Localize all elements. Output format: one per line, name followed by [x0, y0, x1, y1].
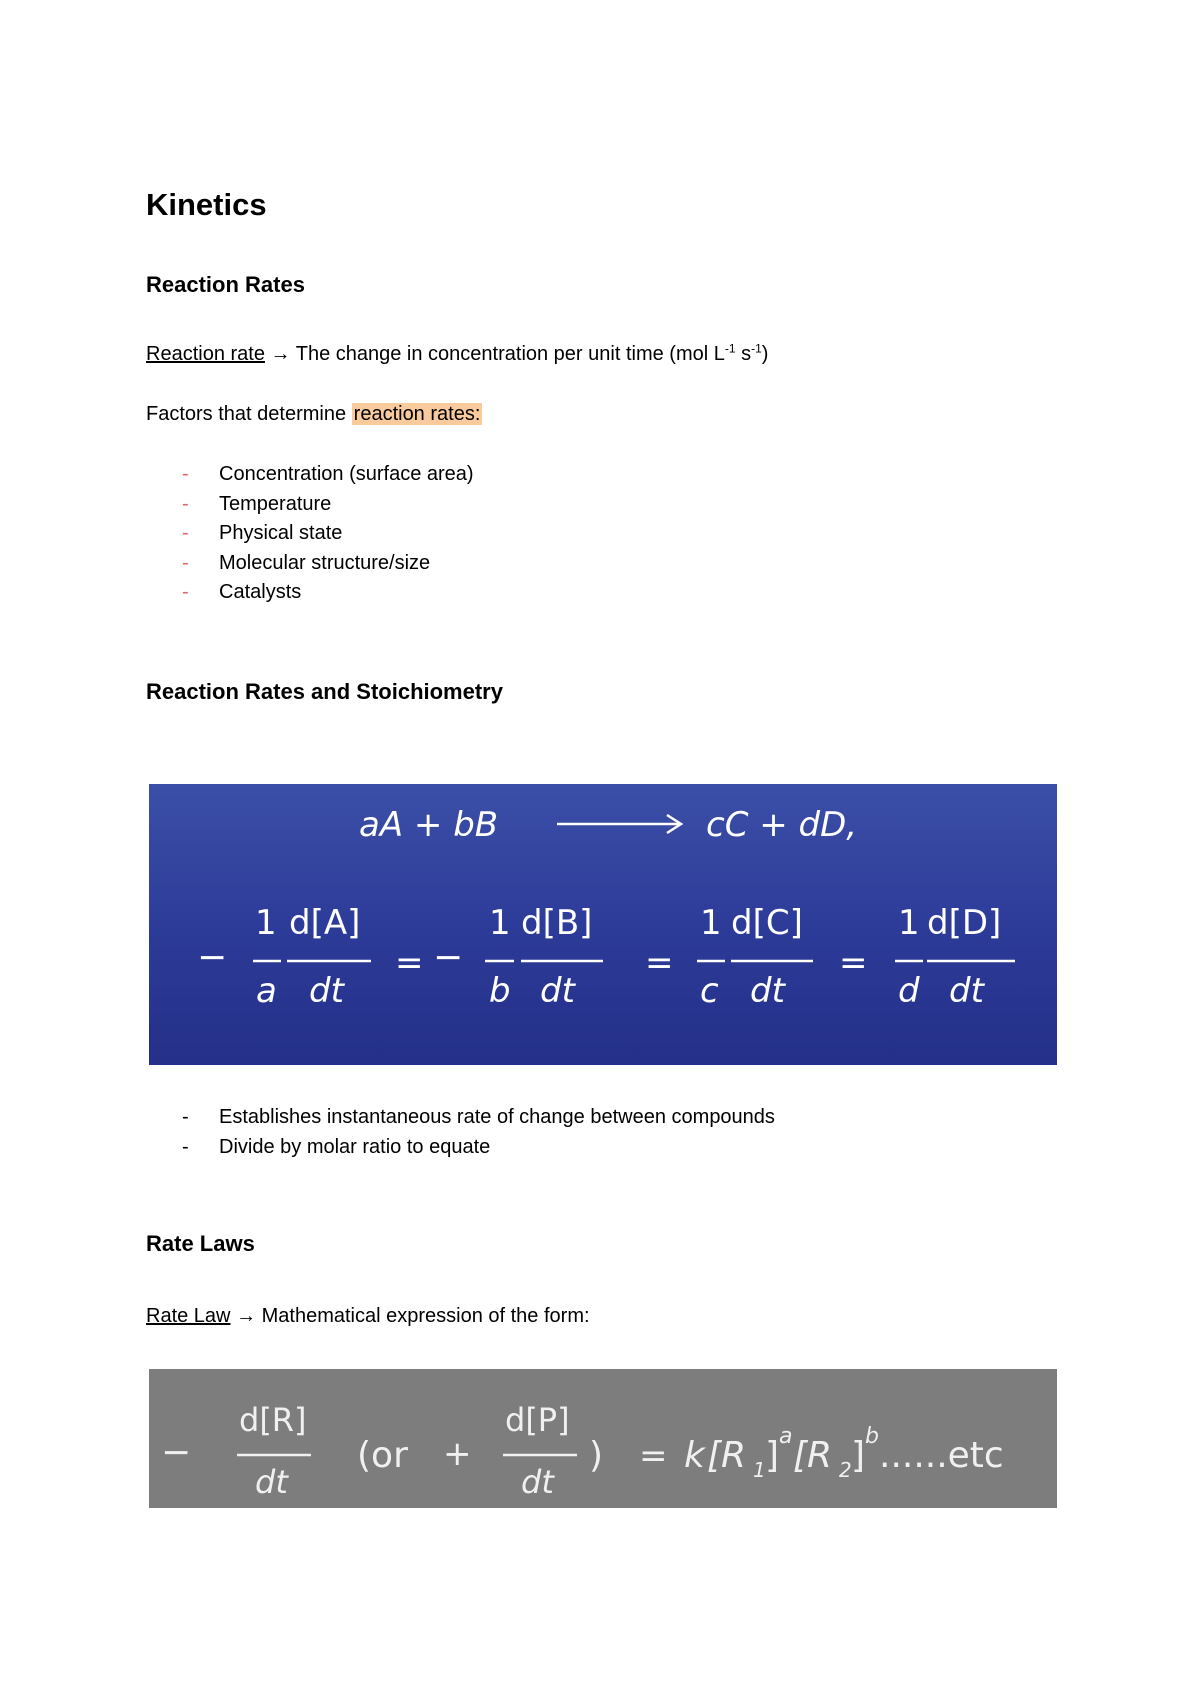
- list-item-text: Physical state: [219, 522, 343, 544]
- factors-intro: [146, 403, 482, 426]
- list-item: [146, 578, 846, 608]
- reaction-rate-definition: [146, 343, 768, 366]
- numerator-one: 1: [898, 903, 920, 943]
- term-rate-law: Rate Law: [146, 1305, 231, 1327]
- list-item: [146, 1133, 1046, 1163]
- minus-sign: −: [433, 937, 464, 978]
- numerator-one: 1: [255, 903, 277, 943]
- list-item-text: Molecular structure/size: [219, 551, 431, 574]
- reactant-differential: d[R]: [239, 1401, 307, 1439]
- plus-sign: +: [443, 1434, 472, 1474]
- dt: dt: [540, 971, 575, 1011]
- exponent-a: a: [779, 1424, 793, 1449]
- list-item-text: Temperature: [219, 492, 332, 515]
- dt: dt: [255, 1463, 288, 1501]
- arrow-icon: →: [236, 1305, 257, 1327]
- species-differential: d[A]: [289, 903, 361, 943]
- equals-sign: =: [645, 943, 674, 983]
- rate-constant-k: k: [684, 1435, 705, 1476]
- product-differential: d[P]: [505, 1401, 570, 1439]
- dash-bullet-icon: -: [182, 551, 189, 574]
- reactant-1-subscript: 1: [753, 1458, 766, 1482]
- stoichiometry-equation-image: [149, 784, 1057, 1065]
- list-item: [146, 519, 846, 549]
- stoichiometry-equation-svg: [149, 784, 1057, 1065]
- reaction-right: cC + dD,: [706, 805, 858, 845]
- unit-s: s: [735, 343, 752, 365]
- dt: dt: [521, 1463, 554, 1501]
- species-differential: d[B]: [521, 903, 593, 943]
- list-item-text: Divide by molar ratio to equate: [219, 1135, 491, 1158]
- arrow-icon: →: [270, 343, 291, 365]
- coefficient: d: [898, 971, 920, 1011]
- rate-law-equation-svg: [149, 1369, 1057, 1508]
- list-item: [146, 1103, 1046, 1133]
- minus-sign: −: [197, 937, 228, 978]
- minus-sign: −: [161, 1432, 192, 1473]
- page-title: Kinetics: [146, 187, 267, 222]
- reactant-1-open: [R: [707, 1435, 747, 1476]
- numerator-one: 1: [700, 903, 722, 943]
- list-item: [146, 460, 846, 490]
- reactant-2-close: ]: [851, 1435, 866, 1476]
- coefficient: c: [700, 971, 719, 1011]
- rate-law-definition: [146, 1305, 590, 1328]
- close-paren: ): [589, 1435, 604, 1476]
- list-item: [146, 549, 846, 579]
- dash-bullet-icon: -: [182, 463, 189, 485]
- etc-text: ......etc: [879, 1435, 1004, 1476]
- section-heading-reaction-rates: Reaction Rates: [146, 272, 305, 297]
- dash-bullet-icon: -: [182, 492, 189, 515]
- numerator-one: 1: [489, 903, 511, 943]
- rate-law-equation-image: [149, 1369, 1057, 1508]
- dt: dt: [750, 971, 785, 1011]
- section-heading-stoichiometry: Reaction Rates and Stoichiometry: [146, 679, 503, 704]
- dash-bullet-icon: -: [182, 522, 189, 544]
- reactant-1-close: ]: [765, 1435, 780, 1476]
- term-reaction-rate: Reaction rate: [146, 343, 265, 365]
- stoichiometry-notes-list: [146, 1103, 1046, 1162]
- list-item-text: Concentration (surface area): [219, 463, 474, 485]
- definition-text: Mathematical expression of the form:: [261, 1305, 590, 1327]
- dash-bullet-icon: -: [182, 1106, 189, 1128]
- section-heading-rate-laws: Rate Laws: [146, 1231, 255, 1256]
- dash-bullet-icon: -: [182, 581, 189, 603]
- reactant-2-subscript: 2: [839, 1458, 852, 1482]
- equals-sign: =: [395, 943, 424, 983]
- definition-text: The change in concentration per unit time (mol L: [295, 343, 725, 365]
- exponent-b: b: [865, 1424, 879, 1449]
- list-item-text: Establishes instantaneous rate of change between compounds: [219, 1106, 775, 1128]
- coefficient: a: [256, 971, 277, 1011]
- factors-prefix: Factors that determine: [146, 403, 352, 425]
- highlighted-text: reaction rates:: [353, 403, 481, 425]
- equals-sign: =: [839, 943, 868, 983]
- close-paren: ): [761, 343, 769, 365]
- exponent: -1: [751, 341, 762, 356]
- coefficient: b: [489, 971, 511, 1011]
- dt: dt: [949, 971, 984, 1011]
- species-differential: d[C]: [731, 903, 803, 943]
- list-item: [146, 490, 846, 520]
- dt: dt: [309, 971, 344, 1011]
- reactant-2-open: [R: [793, 1435, 833, 1476]
- list-item-text: Catalysts: [219, 581, 302, 603]
- equals-sign: =: [639, 1436, 668, 1476]
- reaction-left: aA + bB: [359, 805, 499, 845]
- or-open: (or: [357, 1435, 408, 1476]
- dash-bullet-icon: -: [182, 1135, 189, 1158]
- species-differential: d[D]: [927, 903, 1002, 943]
- factors-list: [146, 460, 846, 608]
- exponent: -1: [724, 341, 736, 356]
